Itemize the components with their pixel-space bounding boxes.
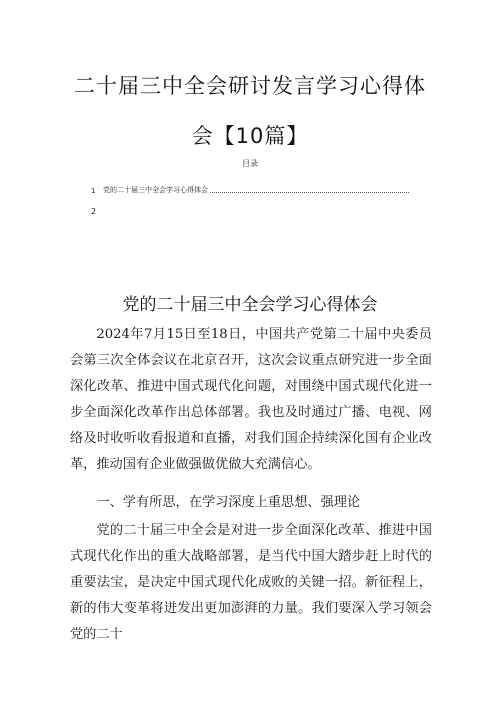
body-paragraph-1: 2024年7月15日至18日，中国共产党第二十届中央委员会第三次全体会议在北京召开，这次会议重点研究进一步全面深化改革、推进中国式现代化问题，对围绕中国式现代化进一步全面深化改革作出总体部署。我也及时通过广播、电视、网络及时收听收看报道和直播，对我们国企持续深化国有企业改革，推动国有企业做强做优做大充满信心。 [70,327,432,472]
toc-leader-dots [210,191,409,193]
section-title: 党的二十届三中全会学习心得体会 [122,295,378,315]
section-subheading-1: 一、学有所思，在学习深度上重思想、强理论 [96,495,361,510]
body-paragraph-2: 党的二十届三中全会是对进一步全面深化改革、推进中国式现代化作出的重大战略部署，是当代中国大踏步赶上时代的重要法宝，是决定中国式现代化成败的关键一招。新征程上，新的伟大变革将迸发出更加澎湃的力量。我们要深入学习领会党的二十 [70,523,432,642]
toc-page-marker: 2 [91,207,97,216]
document-title-line-2: 会【10篇】 [191,124,309,148]
toc-entry-1[interactable] [91,183,411,195]
document-title-line-1: 二十届三中全会研讨发言学习心得体 [74,74,426,98]
toc-heading: 目录 [242,159,258,168]
toc-entry-text: 党的二十届三中全会学习心得体会 [103,186,208,194]
toc-entry-number: 1 [91,187,96,195]
